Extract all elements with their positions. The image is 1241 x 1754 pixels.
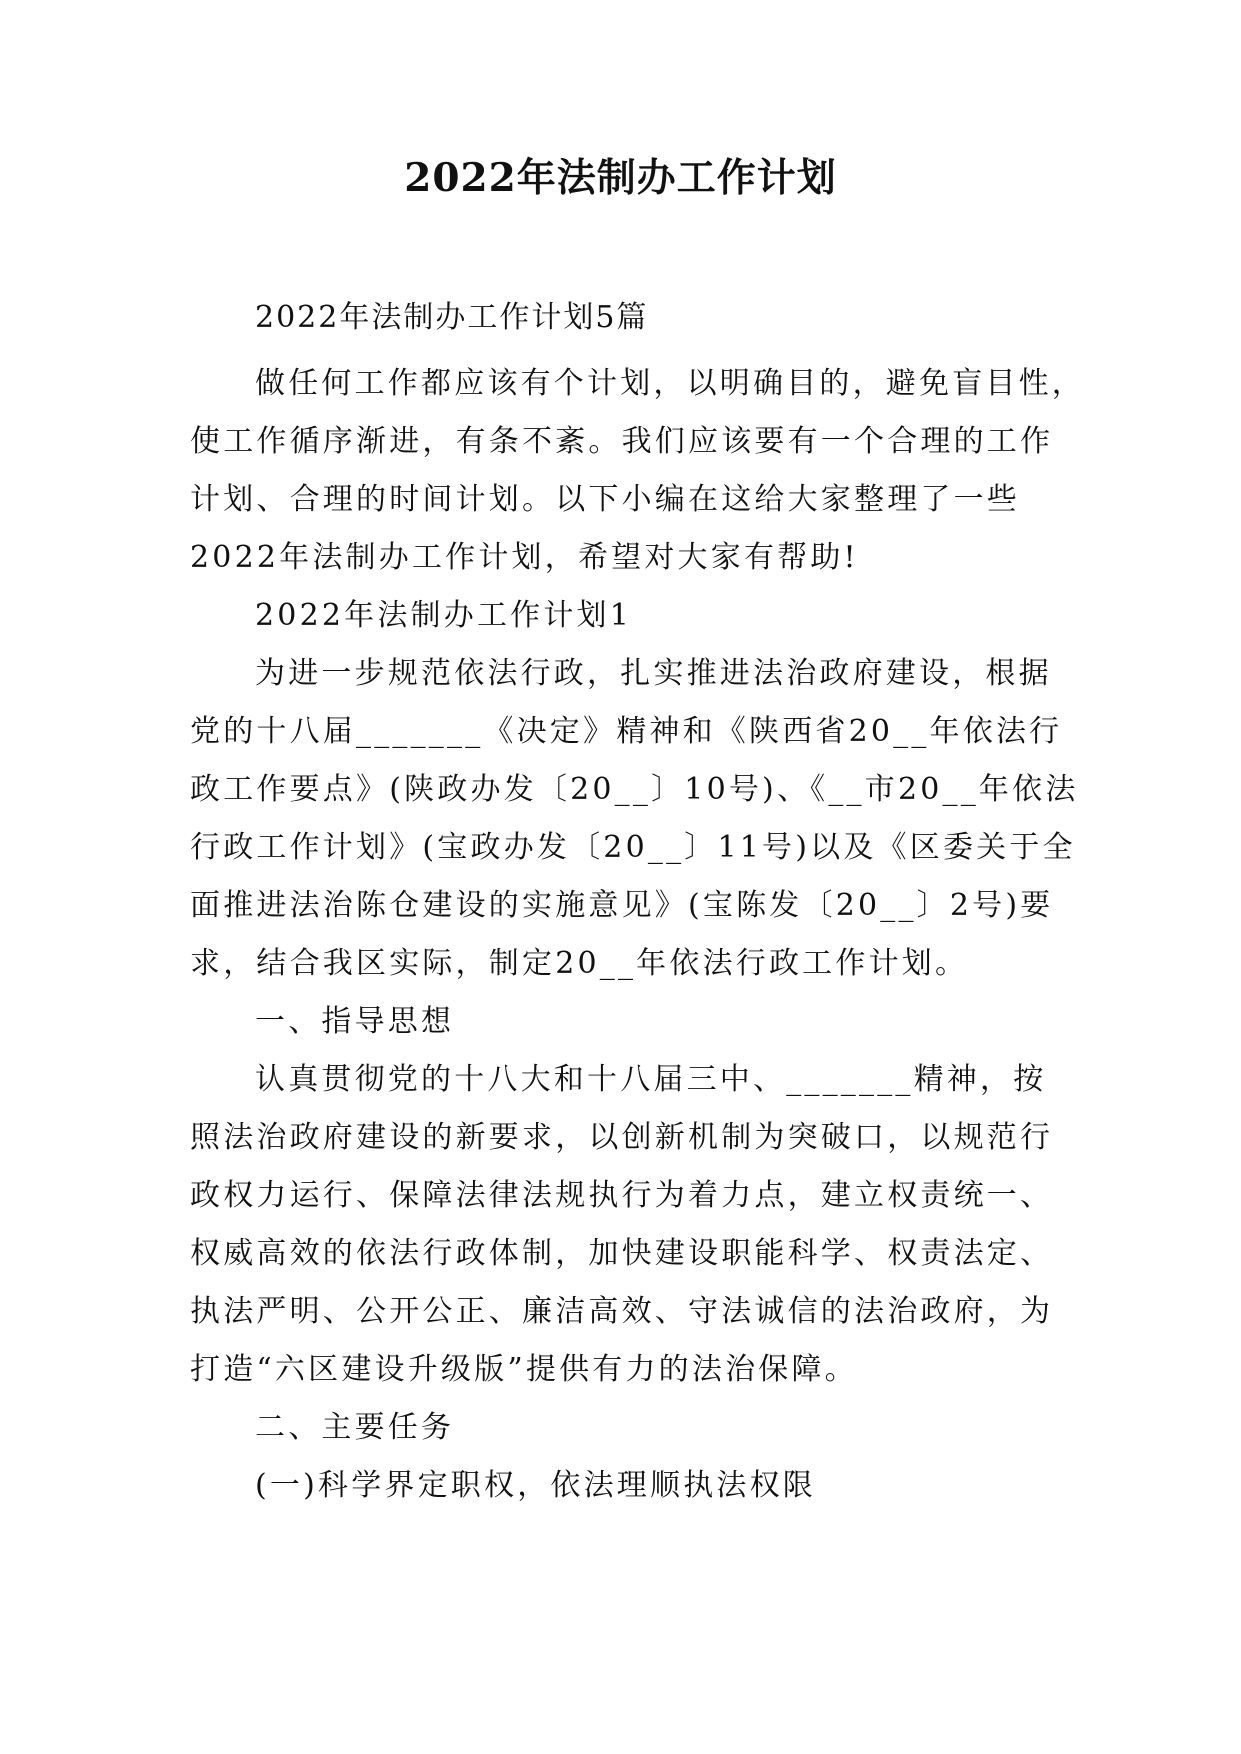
- section-heading: 二、主要任务: [255, 1410, 455, 1445]
- body-line: 面推进法治陈仓建设的实施意见》(宝陈发〔20__〕2号)要: [190, 888, 1054, 923]
- document-subtitle: 2022年法制办工作计划5篇: [255, 300, 649, 335]
- document-title: 2022年法制办工作计划: [404, 155, 837, 201]
- body-line: 打造“六区建设升级版”提供有力的法治保障。: [190, 1352, 858, 1387]
- body-line: 照法治政府建设的新要求，以创新机制为突破口，以规范行: [190, 1120, 1054, 1155]
- body-line: 使工作循序渐进，有条不紊。我们应该要有一个合理的工作: [190, 424, 1054, 459]
- body-line: 党的十八届_______《决定》精神和《陕西省20__年依法行: [190, 714, 1063, 749]
- body-line: 计划、合理的时间计划。以下小编在这给大家整理了一些: [190, 482, 1020, 517]
- body-line: 政权力运行、保障法律法规执行为着力点，建立权责统一、: [190, 1178, 1054, 1213]
- section-heading: 一、指导思想: [255, 1004, 455, 1039]
- body-line: 政工作要点》(陕政办发〔20__〕10号)、《__市20__年依法: [190, 772, 1079, 807]
- body-line: 求，结合我区实际，制定20__年依法行政工作计划。: [190, 946, 969, 981]
- body-line: 2022年法制办工作计划，希望对大家有帮助!: [190, 540, 859, 575]
- body-line: 执法严明、公开公正、廉洁高效、守法诚信的法治政府，为: [190, 1294, 1054, 1329]
- body-line: 认真贯彻党的十八大和十八届三中、_______精神，按: [255, 1062, 1047, 1097]
- body-line: 行政工作计划》(宝政办发〔20__〕11号)以及《区委关于全: [190, 830, 1076, 865]
- subsection-heading: (一)科学界定职权，依法理顺执法权限: [255, 1468, 817, 1503]
- body-line: 做任何工作都应该有个计划，以明确目的，避免盲目性，: [255, 366, 1085, 401]
- body-line: 为进一步规范依法行政，扎实推进法治政府建设，根据: [255, 656, 1052, 691]
- section-heading: 2022年法制办工作计划1: [255, 598, 633, 633]
- body-line: 权威高效的依法行政体制，加快建设职能科学、权责法定、: [190, 1236, 1054, 1271]
